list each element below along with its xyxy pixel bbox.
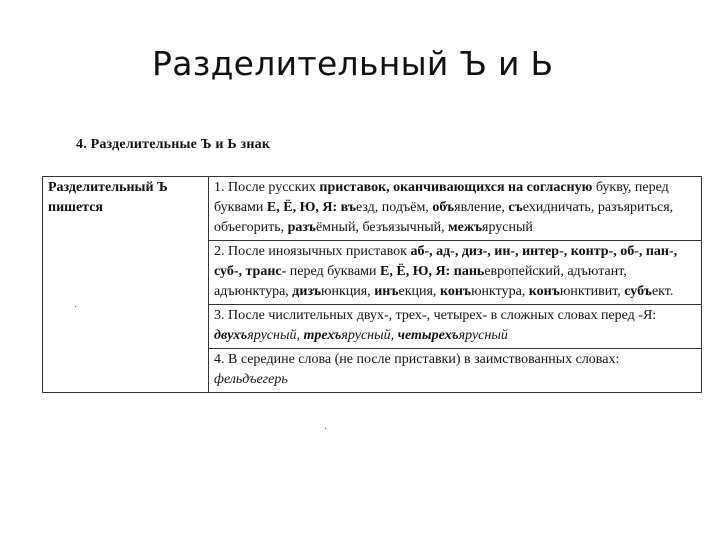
- rule-cell-3: [209, 305, 702, 349]
- scanned-document: [38, 132, 704, 452]
- section-heading: 4. Разделительные Ъ и Ь знак: [76, 137, 271, 152]
- rule-3-text: 3. После числительных двух-, трех-, четырех- в сложных словах перед -Я:: [214, 308, 657, 323]
- rule-2-tail: перед буквами: [286, 264, 381, 279]
- rule-2-intro: 2. После иноязычных приставок: [214, 244, 411, 259]
- rule-2-examples: паньевропейский, адъютант, адъюнктура, дизъюнкция, инъекция, конъюнктура, конъюнктивит, субъект.: [214, 264, 674, 299]
- rule-2-letters: Е, Ё, Ю, Я:: [380, 264, 451, 279]
- rule-1-letters: Е, Ё, Ю, Я:: [266, 200, 338, 215]
- rule-1-bold: приставок, оканчивающихся на согласную: [319, 180, 593, 195]
- slide-title: Разделительный Ъ и Ь: [152, 44, 554, 83]
- rule-cell-4: [209, 349, 702, 393]
- rule-2-prefixes: аб-, ад-, диз-, ин-, интер-, контр-, об-, пан-, суб-, транс-: [214, 244, 678, 279]
- rule-4-example: фельдъегерь: [214, 372, 288, 387]
- rule-cell-2: [209, 241, 702, 305]
- rules-table: [42, 176, 702, 393]
- scan-speck: ·: [74, 302, 78, 313]
- left-header-cell: Разделительный Ъ пишется: [43, 177, 209, 393]
- rule-1-examples: въезд, подъём, объявление, съехидничать, разъяриться, объегорить, разъёмный, безъязычный, межъярусный: [214, 200, 674, 235]
- scan-speck: ·: [324, 424, 328, 435]
- rule-1-intro: 1. После русских: [214, 180, 320, 195]
- rule-1-tail: букву, перед буквами: [214, 180, 669, 215]
- table-row: [43, 177, 702, 241]
- rule-cell-1: [209, 177, 702, 241]
- rule-4-text: 4. В середине слова (не после приставки) в заимствованных словах:: [214, 352, 620, 367]
- rule-3-examples: двухъярусный, трехъярусный, четырехъярусный: [214, 328, 508, 343]
